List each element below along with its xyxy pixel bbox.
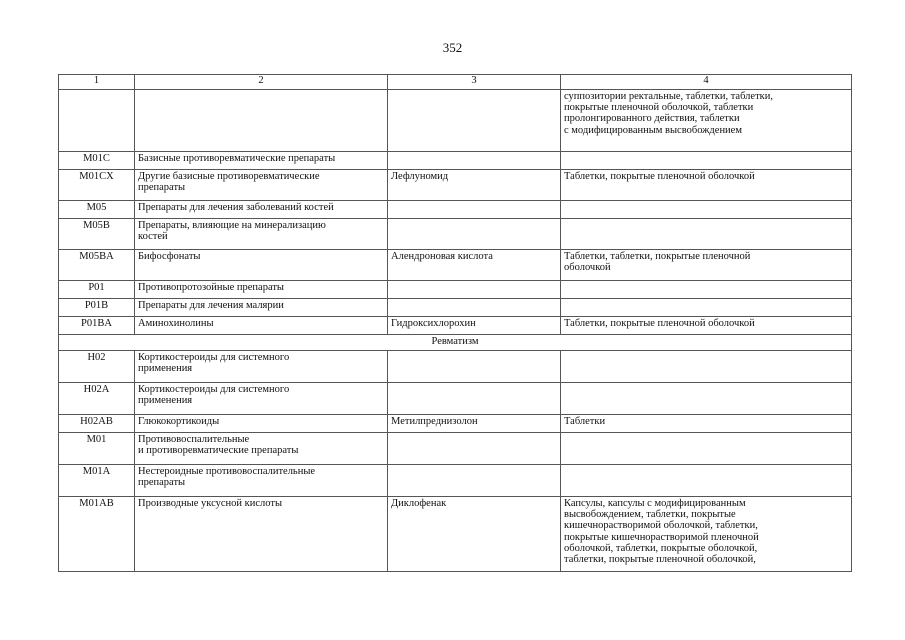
table-row: [59, 219, 852, 250]
table-row: [59, 152, 852, 170]
cell-code: M05BA: [59, 250, 135, 281]
page-number: 352: [442, 40, 463, 55]
cell-group: Нестероидные противовоспалительные препараты: [135, 465, 388, 497]
cell-form: [561, 465, 852, 497]
cell-code: M01A: [59, 465, 135, 497]
table-row: [59, 433, 852, 465]
cell-form: [561, 152, 852, 170]
cell-group: Кортикостероиды для системного применения: [135, 383, 388, 415]
cell-drug: Гидроксихлорохин: [388, 317, 561, 335]
table-row: [59, 201, 852, 219]
cell-form: Таблетки, покрытые пленочной оболочкой: [561, 317, 852, 335]
cell-drug: [388, 351, 561, 383]
header-cell-code: 1: [59, 75, 135, 90]
cell-drug: [388, 152, 561, 170]
cell-group: Кортикостероиды для системного применения: [135, 351, 388, 383]
header-row: [59, 75, 852, 90]
table-row: [59, 497, 852, 572]
cell-code: H02A: [59, 383, 135, 415]
cell-drug: [388, 433, 561, 465]
cell-group: Базисные противоревматические препараты: [135, 152, 388, 170]
cell-form: Таблетки: [561, 415, 852, 433]
cell-group: Препараты, влияющие на минерализацию костей: [135, 219, 388, 250]
table-body: [59, 90, 852, 572]
cell-form: [561, 281, 852, 299]
cell-group: Производные уксусной кислоты: [135, 497, 388, 572]
cell-group: Препараты для лечения заболеваний костей: [135, 201, 388, 219]
cell-code: P01BA: [59, 317, 135, 335]
cell-code: M05: [59, 201, 135, 219]
cell-form: Таблетки, таблетки, покрытые пленочной оболочкой: [561, 250, 852, 281]
header-cell-group: 2: [135, 75, 388, 90]
cell-code: M01C: [59, 152, 135, 170]
drug-table: [58, 74, 852, 572]
cell-drug: [388, 383, 561, 415]
cell-form: Таблетки, покрытые пленочной оболочкой: [561, 170, 852, 201]
cell-code: M01: [59, 433, 135, 465]
table-header: [59, 75, 852, 90]
cell-code: M01AB: [59, 497, 135, 572]
cell-code: H02: [59, 351, 135, 383]
cell-group: [135, 90, 388, 152]
table-row: [59, 250, 852, 281]
cell-code: H02AB: [59, 415, 135, 433]
table-row: [59, 415, 852, 433]
table-row: [59, 90, 852, 152]
cell-form: [561, 219, 852, 250]
table-row: [59, 351, 852, 383]
cell-drug: Лефлуномид: [388, 170, 561, 201]
section-row: [59, 335, 852, 351]
cell-form: [561, 299, 852, 317]
cell-drug: [388, 201, 561, 219]
cell-group: Другие базисные противоревматические препараты: [135, 170, 388, 201]
cell-drug: [388, 90, 561, 152]
cell-group: Глюкокортикоиды: [135, 415, 388, 433]
cell-group: Аминохинолины: [135, 317, 388, 335]
cell-code: P01: [59, 281, 135, 299]
cell-drug: Алендроновая кислота: [388, 250, 561, 281]
cell-form: суппозитории ректальные, таблетки, таблетки, покрытые пленочной оболочкой, таблетки пролонгированного действия, таблетки с модифицированным высвобождением: [561, 90, 852, 152]
cell-drug: [388, 465, 561, 497]
cell-form: Капсулы, капсулы с модифицированным высвобождением, таблетки, покрытые кишечнорастворимой оболочкой, таблетки, покрытые кишечнорастворимой пленочной оболочкой, таблетки, покрытые оболочкой, таблетки, покрытые пленочной оболочкой,: [561, 497, 852, 572]
cell-form: [561, 351, 852, 383]
cell-form: [561, 383, 852, 415]
table-row: [59, 299, 852, 317]
cell-code: [59, 90, 135, 152]
table-row: [59, 383, 852, 415]
table-row: [59, 281, 852, 299]
header-cell-form: 4: [561, 75, 852, 90]
cell-code: P01B: [59, 299, 135, 317]
cell-drug: [388, 281, 561, 299]
header-cell-drug: 3: [388, 75, 561, 90]
table-row: [59, 170, 852, 201]
table-row: [59, 465, 852, 497]
cell-group: Препараты для лечения малярии: [135, 299, 388, 317]
cell-code: M01CX: [59, 170, 135, 201]
cell-form: [561, 201, 852, 219]
cell-drug: [388, 219, 561, 250]
cell-group: Бифосфонаты: [135, 250, 388, 281]
section-title: Ревматизм: [59, 335, 852, 351]
cell-drug: [388, 299, 561, 317]
table-row: [59, 317, 852, 335]
cell-drug: Метилпреднизолон: [388, 415, 561, 433]
cell-drug: Диклофенак: [388, 497, 561, 572]
cell-group: Противовоспалительные и противоревматические препараты: [135, 433, 388, 465]
cell-form: [561, 433, 852, 465]
cell-code: M05B: [59, 219, 135, 250]
cell-group: Противопротозойные препараты: [135, 281, 388, 299]
